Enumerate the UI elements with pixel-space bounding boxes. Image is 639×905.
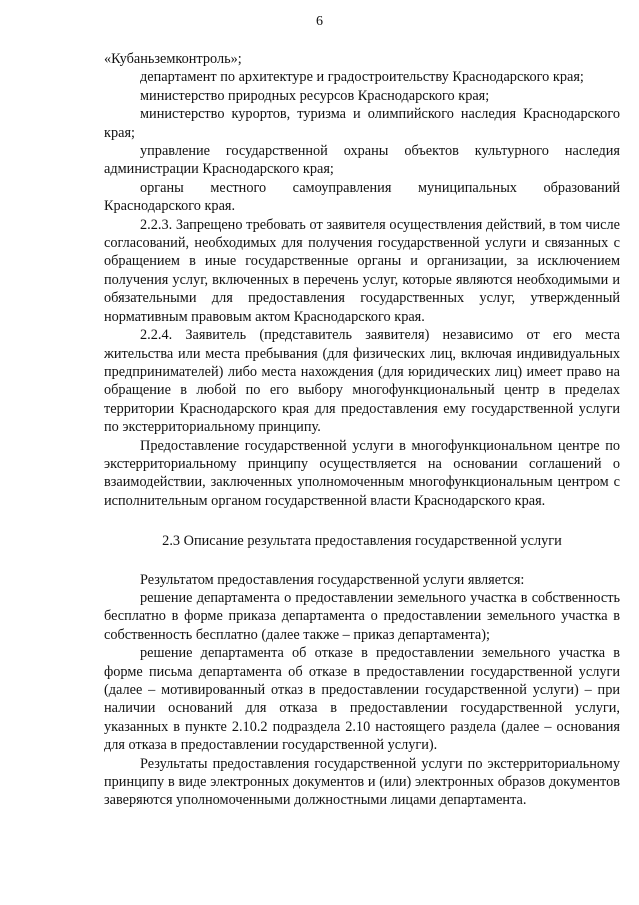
document-body bbox=[104, 50, 620, 810]
result-decision-refusal: решение департамента об отказе в предоставлении земельного участка в форме письма департамента об отказе в предоставлении государственной услуги (далее – мотивированный отказ в предоставлении государственной услуги) – при наличии оснований для отказа в предоставлении государственной услуги, указанных в пункте 2.10.2 подраздела 2.10 настоящего раздела (далее – основания для отказа в предоставлении государственной услуги). bbox=[104, 645, 620, 754]
page-number: 6 bbox=[316, 14, 323, 29]
list-item-local-government: органы местного самоуправления муниципальных образований Краснодарского края. bbox=[104, 179, 620, 215]
list-item-resorts-ministry: министерство курортов, туризма и олимпийского наследия Краснодарского края; bbox=[104, 106, 620, 141]
result-decision-grant: решение департамента о предоставлении земельного участка в собственность бесплатно в форме приказа департамента о предоставлении земельного участка в собственность бесплатно (далее также – приказ департамента); bbox=[104, 589, 620, 643]
list-item-natural-resources-ministry: министерство природных ресурсов Краснодарского края; bbox=[140, 87, 490, 104]
paragraph-continuation: «Кубаньземконтроль»; bbox=[104, 51, 242, 67]
list-item-architecture-department: департамент по архитектуре и градостроительству Краснодарского края; bbox=[140, 69, 584, 86]
result-intro: Результатом предоставления государственной услуги является: bbox=[140, 571, 525, 588]
result-electronic-docs: Результаты предоставления государственной услуги по экстерриториальному принципу в виде электронных документов и (или) электронных образов документов заверяются уполномоченными должностными лицами департамента. bbox=[104, 755, 620, 809]
list-item-heritage-protection: управление государственной охраны объектов культурного наследия администрации Краснодарского края; bbox=[104, 143, 620, 178]
clause-2-2-3: 2.2.3. Запрещено требовать от заявителя осуществления действий, в том числе согласований, необходимых для получения государственной услуги и связанных с обращением в иные государственные органы и организации, за исключением получения услуг, включенных в перечень услуг, которые являются необходимыми и обязательными для предоставления государственных услуг, утвержденный нормативным правовым актом Краснодарского края. bbox=[104, 216, 620, 325]
clause-2-2-4: 2.2.4. Заявитель (представитель заявителя) независимо от его места жительства или места пребывания (для физических лиц, включая индивидуальных предпринимателей) либо места нахождения (для юридических лиц) имеет право на обращение в любой по его выбору многофункциональный центр в пределах территории Краснодарского края для предоставления ему государственной услуги по экстерриториальному принципу. bbox=[104, 327, 620, 436]
section-heading: 2.3 Описание результата предоставления государственной услуги bbox=[162, 533, 562, 550]
paragraph-extraterritorial: Предоставление государственной услуги в многофункциональном центре по экстерриториальному принципу осуществляется на основании соглашений о взаимодействии, заключенных уполномоченным многофункциональным центром с исполнительным органом государственной власти Краснодарского края. bbox=[104, 437, 620, 509]
